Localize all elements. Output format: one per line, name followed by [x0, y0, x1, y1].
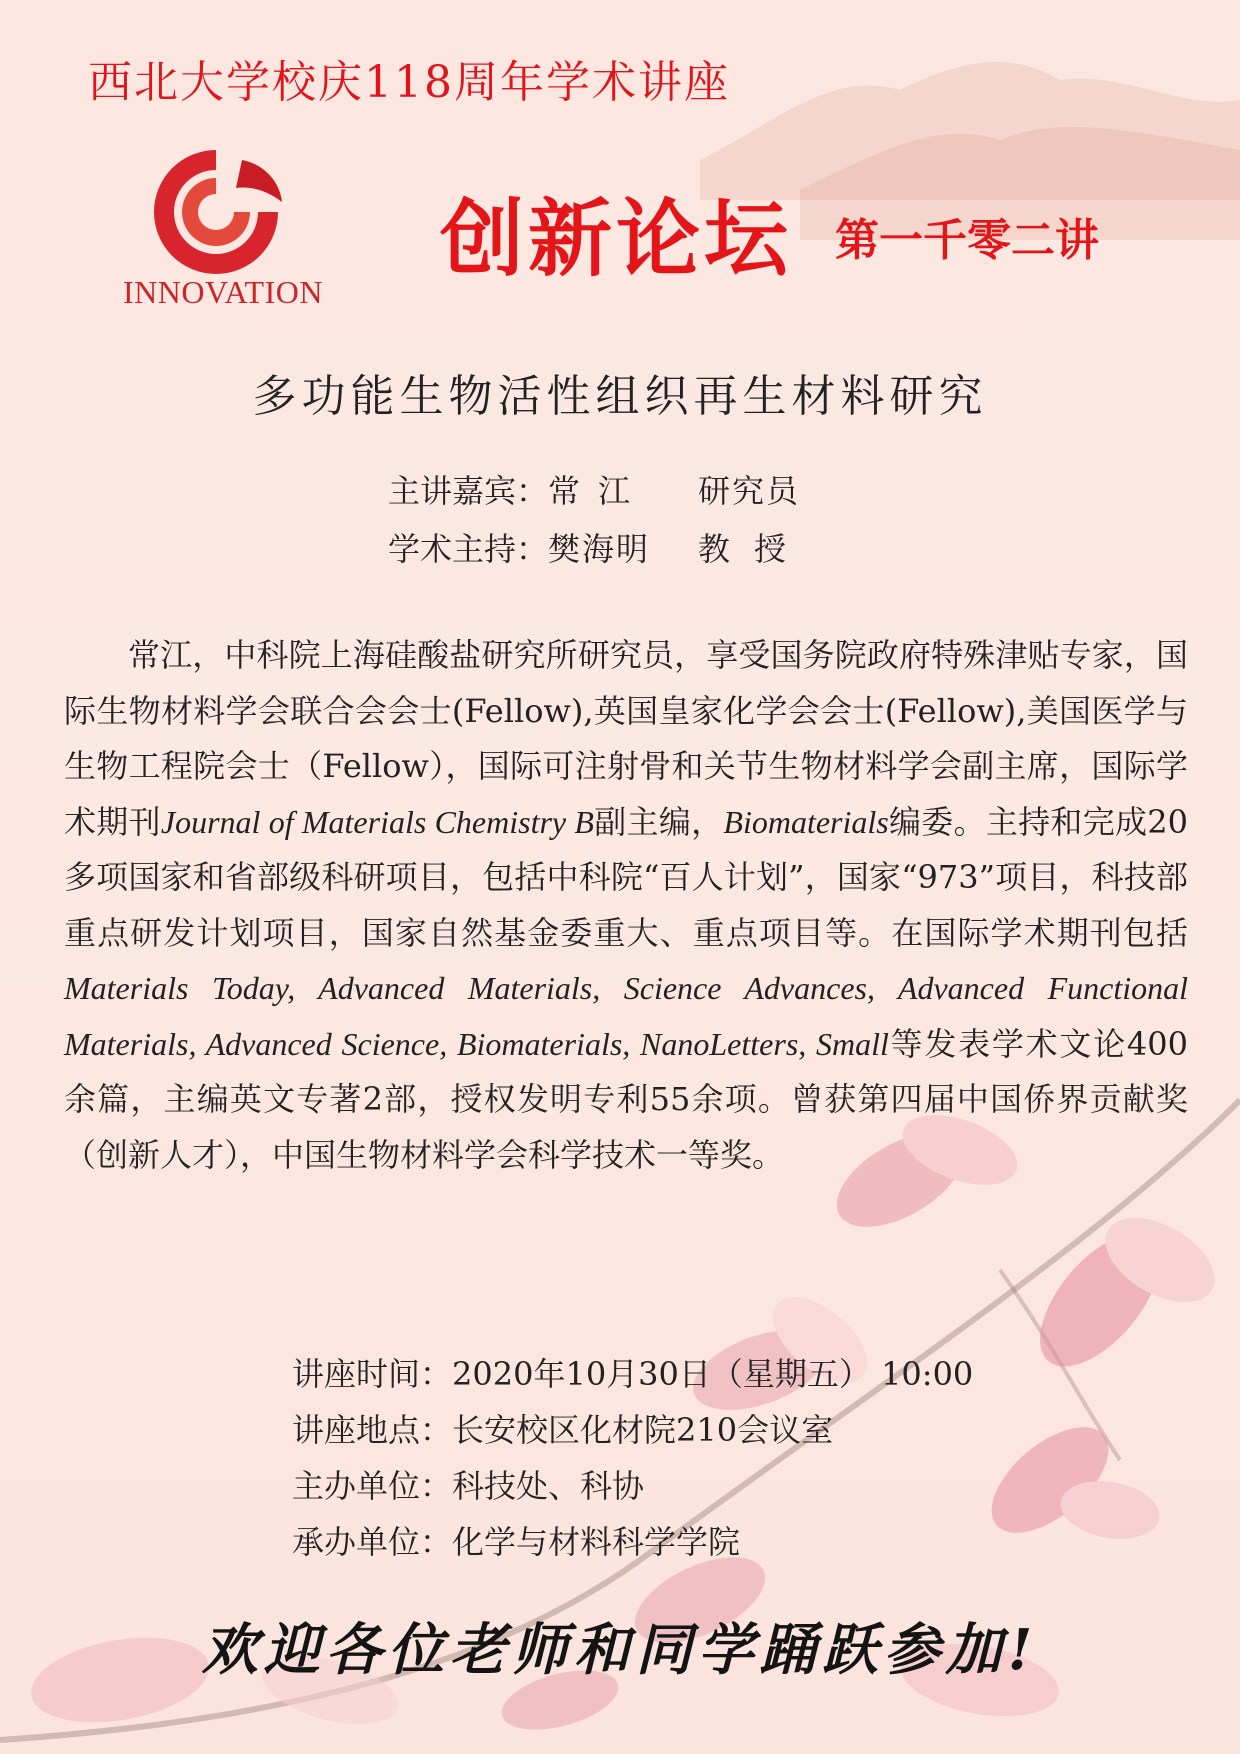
bio-journals-list: Materials Today, Advanced Materials, Science Advances, Advanced Functional Materials, Advanced Science, Biomaterials, NanoLetters, Small [64, 970, 1188, 1062]
venue-row [292, 1402, 973, 1458]
event-info [292, 1346, 973, 1570]
organizer-row [292, 1458, 973, 1514]
lecture-number: 第一千零二讲 [835, 215, 1099, 266]
undertaker-label: 承办单位： [292, 1523, 453, 1561]
bio-text-4: 等发表学术文论400余篇，主编英文专著2部，授权发明专利55余项。曾获第四届中国侨界贡献奖（创新人才），中国生物材料学会科学技术一等奖。 [64, 1024, 1188, 1174]
bio-text-2: 副主编， [593, 802, 724, 841]
time-label: 讲座时间： [292, 1355, 453, 1393]
welcome-message: 欢迎各位老师和同学踊跃参加! [201, 1617, 1039, 1683]
bio-text-1: 常江，中科院上海硅酸盐研究所研究员，享受国务院政府特殊津贴专家，国际生物材料学会联合会会士(Fellow),英国皇家化学会会士(Fellow),美国医学与生物工程院会士（Fellow），国际可注射骨和关节生物材料学会副主席，国际学术期刊 [64, 636, 1188, 841]
time-row [292, 1346, 973, 1402]
bio-journal: Journal of Materials Chemistry B [160, 803, 594, 840]
undertaker-value: 化学与材料科学学院 [452, 1523, 741, 1561]
bio-biomaterials: Biomaterials [723, 803, 889, 840]
host-role: 教授 [698, 530, 811, 568]
innovation-logo [108, 142, 338, 312]
speaker-host-block [388, 462, 810, 578]
venue-label: 讲座地点： [292, 1411, 453, 1449]
speaker-label: 主讲嘉宾： [388, 472, 549, 510]
organizer-value: 科技处、科协 [452, 1467, 645, 1505]
speaker-row [388, 462, 810, 520]
time-value: 2020年10月30日（星期五） 10:00 [452, 1355, 974, 1393]
host-row [388, 520, 810, 578]
logo-text: INNOVATION [123, 274, 323, 310]
forum-title: 创新论坛 [440, 190, 793, 288]
series-title: 西北大学校庆118周年学术讲座 [88, 57, 730, 108]
speaker-name: 常江 [548, 472, 649, 510]
host-label: 学术主持： [388, 530, 549, 568]
host-name: 樊海明 [548, 530, 651, 568]
venue-value: 长安校区化材院210会议室 [452, 1411, 834, 1449]
innovation-logo-icon [146, 142, 286, 282]
organizer-label: 主办单位： [292, 1467, 453, 1505]
talk-title: 多功能生物活性组织再生材料研究 [252, 371, 988, 422]
speaker-bio [64, 628, 1188, 1183]
undertaker-row [292, 1514, 973, 1570]
bio-text-3: 编委。主持和完成20多项国家和省部级科研项目，包括中科院“百人计划”，国家“973”项目，科技部重点研发计划项目，国家自然基金委重大、重点项目等。在国际学术期刊包括 [64, 802, 1188, 952]
speaker-role: 研究员 [698, 472, 801, 510]
